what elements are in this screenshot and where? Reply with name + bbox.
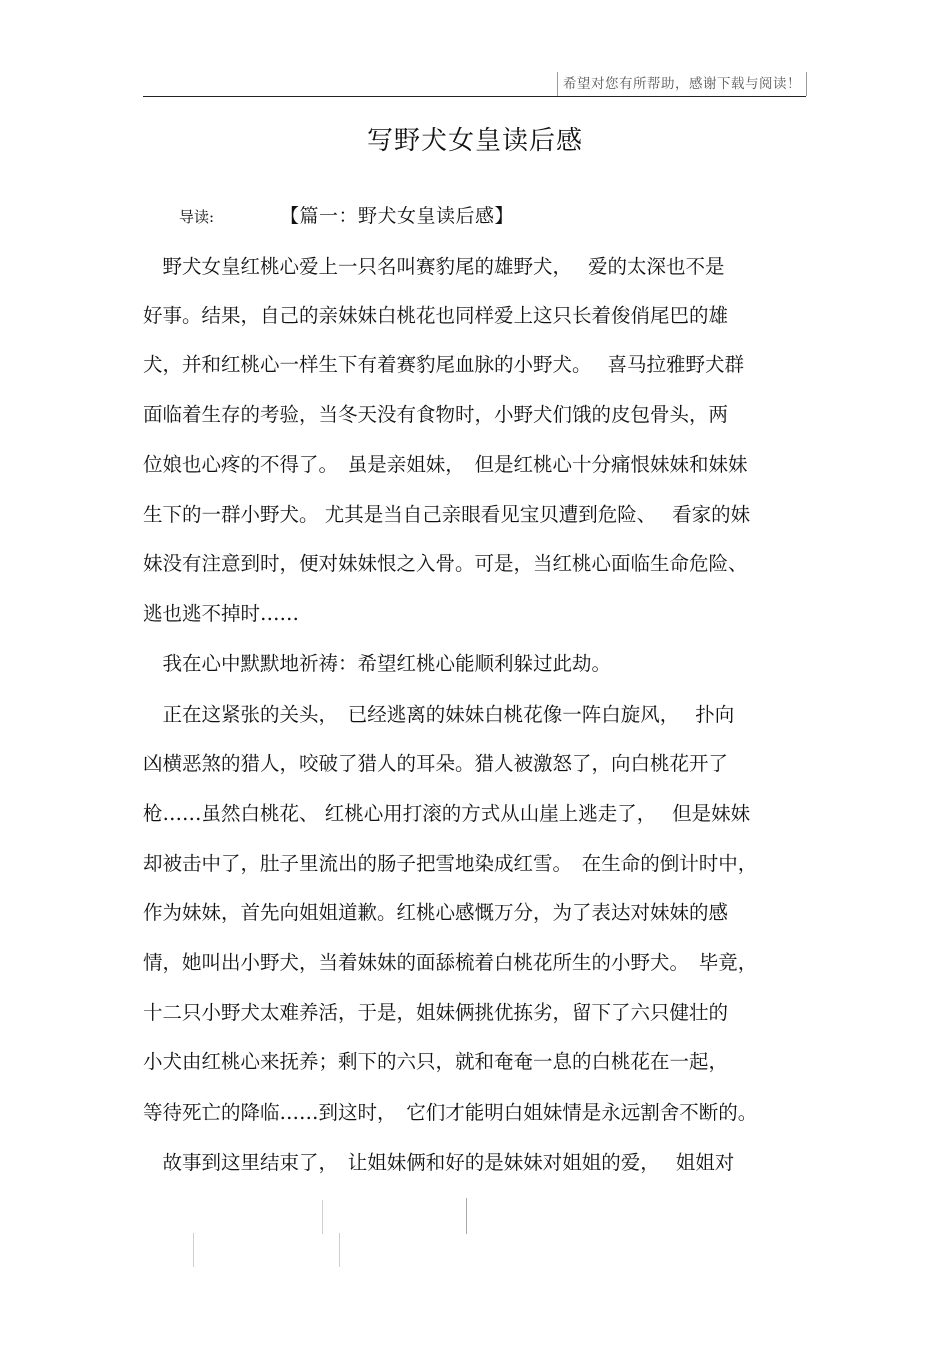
text-line: 面临着生存的考验，当冬天没有食物时，小野犬们饿的皮包骨头，两 (143, 403, 729, 426)
header-divider (143, 96, 806, 97)
text-line: 枪……虽然白桃花、 红桃心用打滚的方式从山崖上逃走了， 但是妹妹 (143, 802, 751, 825)
text-line: 野犬女皇红桃心爱上一只名叫赛豹尾的雄野犬， 爱的太深也不是 (143, 255, 725, 278)
scan-artifact-line (322, 1200, 323, 1234)
section-heading: 【篇一：野犬女皇读后感】 (280, 205, 515, 227)
text-line: 却被击中了，肚子里流出的肠子把雪地染成红雪。 在生命的倒计时中， (143, 852, 758, 875)
text-line: 小犬由红桃心来抚养；剩下的六只，就和奄奄一息的白桃花在一起， (143, 1050, 729, 1073)
text-line: 十二只小野犬太难养活，于是，姐妹俩挑优拣劣，留下了六只健壮的 (143, 1001, 729, 1024)
document-title: 写野犬女皇读后感 (366, 126, 583, 156)
text-line: 正在这紧张的关头， 已经逃离的妹妹白桃花像一阵白旋风， 扑向 (143, 703, 735, 726)
text-line: 作为妹妹，首先向姐姐道歉。红桃心感慨万分，为了表达对妹妹的感 (143, 901, 729, 924)
text-line: 妹没有注意到时，便对妹妹恨之入骨。可是，当红桃心面临生命危险、 (143, 552, 748, 575)
text-line: 凶横恶煞的猎人，咬破了猎人的耳朵。猎人被激怒了，向白桃花开了 (143, 752, 729, 775)
scan-artifact-line (193, 1233, 194, 1267)
text-line: 故事到这里结束了， 让姐妹俩和好的是妹妹对姐姐的爱， 姐姐对 (143, 1151, 735, 1174)
text-line: 逃也逃不掉时…… (143, 602, 300, 625)
header-note: 希望对您有所帮助，感谢下载与阅读！ (557, 72, 807, 96)
text-line: 生下的一群小野犬。 尤其是当自己亲眼看见宝贝遭到危险、 看家的妹 (143, 503, 751, 526)
text-line: 好事。结果，自己的亲妹妹白桃花也同样爱上这只长着俊俏尾巴的雄 (143, 304, 729, 327)
text-line: 情，她叫出小野犬，当着妹妹的面舔梳着白桃花所生的小野犬。 毕竟， (143, 951, 758, 974)
text-line: 等待死亡的降临……到这时， 它们才能明白姐妹情是永远割舍不断的。 (143, 1101, 758, 1124)
intro-label: 导读: (179, 208, 215, 226)
scan-artifact-line (339, 1233, 340, 1267)
scan-artifact-line (466, 1198, 467, 1234)
text-line: 犬，并和红桃心一样生下有着赛豹尾血脉的小野犬。 喜马拉雅野犬群 (143, 353, 744, 376)
text-line: 我在心中默默地祈祷：希望红桃心能顺利躲过此劫。 (143, 652, 612, 675)
text-line: 位娘也心疼的不得了。 虽是亲姐妹， 但是红桃心十分痛恨妹妹和妹妹 (143, 453, 748, 476)
